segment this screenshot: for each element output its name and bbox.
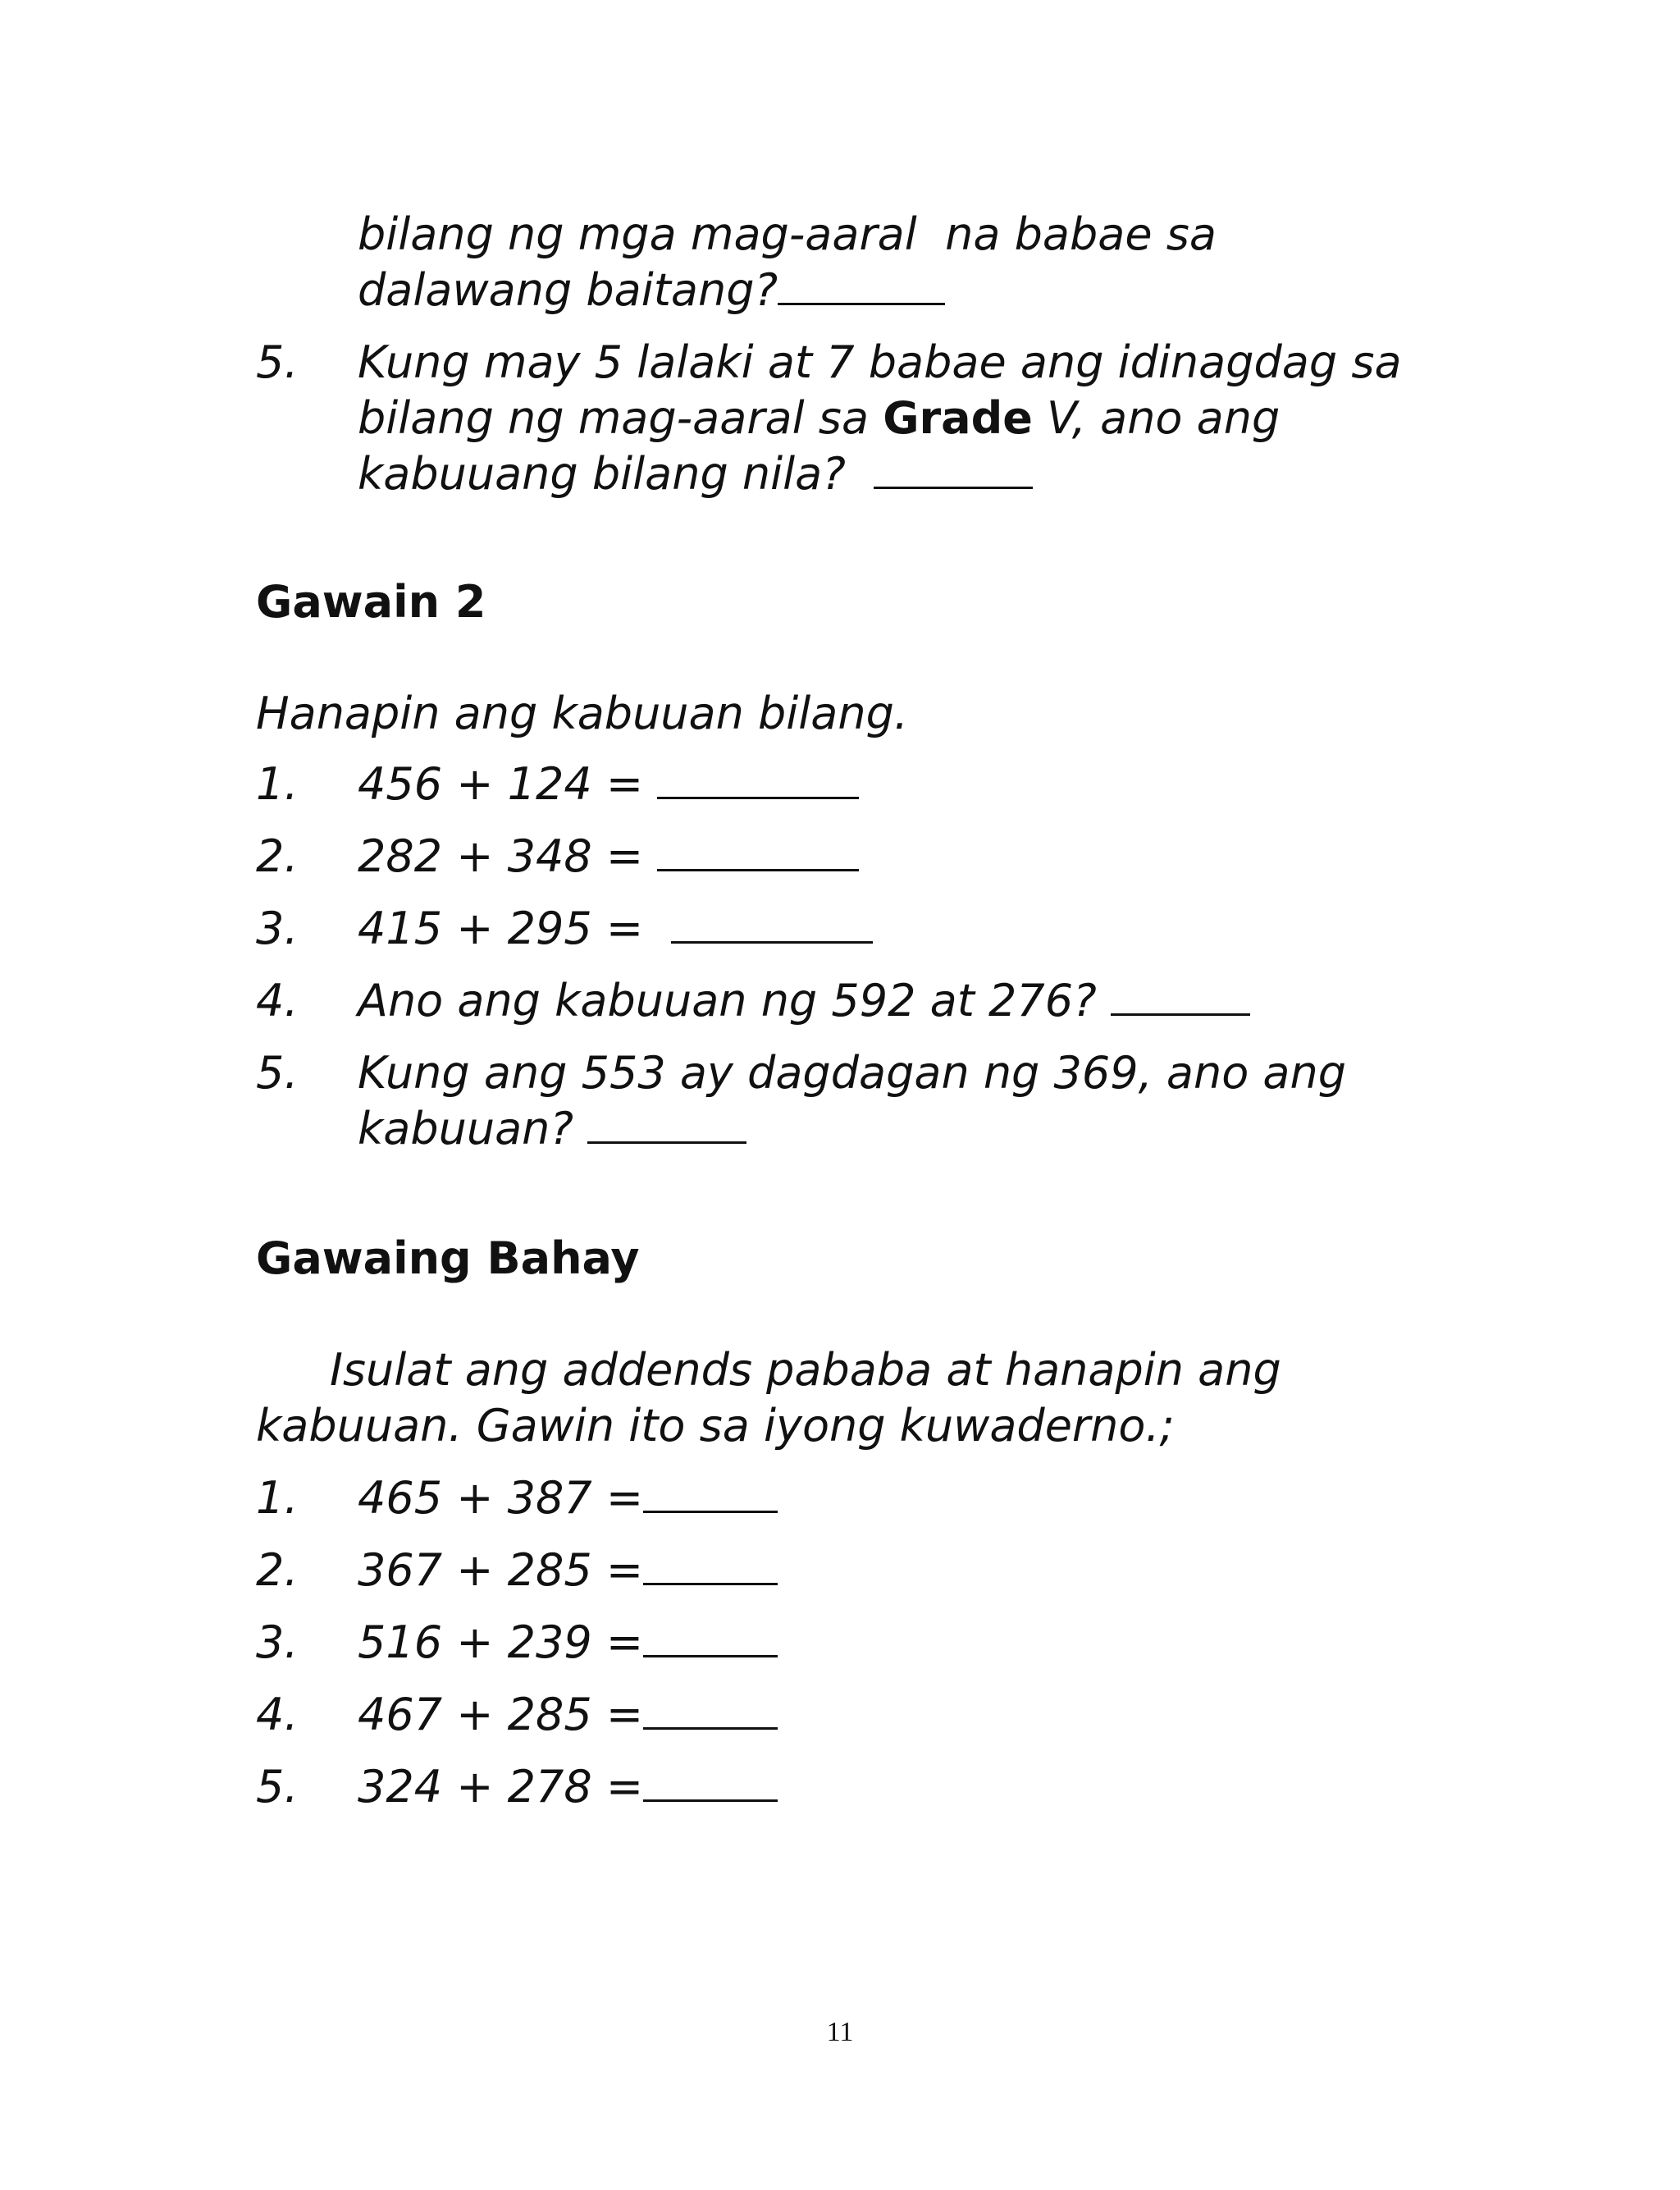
bahay-item5-text: 324 + 278 = <box>358 1761 644 1813</box>
gawain2-item5-number: 5. <box>256 1047 299 1099</box>
item5-line2 <box>358 391 1280 446</box>
item5-line1: Kung may 5 lalaki at 7 babae ang idinagdag sa <box>358 336 1402 388</box>
bahay-item2-text: 367 + 285 = <box>358 1544 644 1596</box>
answer-blank[interactable] <box>657 831 859 871</box>
bahay-item5-number: 5. <box>256 1761 299 1813</box>
gawain2-item4 <box>358 973 1250 1029</box>
bahay-item4-number: 4. <box>256 1689 299 1740</box>
answer-blank[interactable] <box>1111 976 1250 1016</box>
gawain2-item2-number: 2. <box>256 830 299 882</box>
page-number: 11 <box>826 2017 854 2047</box>
bahay-item5 <box>358 1759 778 1815</box>
bahay-item3 <box>358 1615 778 1671</box>
continued-item-line2 <box>358 263 945 318</box>
gawain2-item1-number: 1. <box>256 758 299 810</box>
answer-blank[interactable] <box>643 1473 778 1513</box>
item5-line2-before: bilang ng mag-aaral sa <box>358 392 883 444</box>
gawain2-item4-text: Ano ang kabuuan ng 592 at 276? <box>358 975 1111 1026</box>
continued-item-text: dalawang baitang? <box>358 264 778 316</box>
gawaing-bahay-instruction-line2: kabuuan. Gawin ito sa iyong kuwaderno.; <box>256 1400 1175 1452</box>
answer-blank[interactable] <box>643 1689 778 1730</box>
gawain2-item1 <box>358 757 859 812</box>
bahay-item3-text: 516 + 239 = <box>358 1616 644 1668</box>
gawain2-item2-text: 282 + 348 = <box>358 830 658 882</box>
answer-blank[interactable] <box>643 1617 778 1657</box>
gawain2-instruction: Hanapin ang kabuuan bilang. <box>256 688 909 739</box>
bahay-item1-text: 465 + 387 = <box>358 1472 644 1524</box>
item5-line3-text: kabuuang bilang nila? <box>358 448 874 500</box>
gawain2-item5-text2: kabuuan? <box>358 1103 588 1154</box>
bahay-item2-number: 2. <box>256 1544 299 1596</box>
gawain2-item4-number: 4. <box>256 975 299 1026</box>
gawaing-bahay-instruction-line1: Isulat ang addends pababa at hanapin ang <box>330 1344 1281 1396</box>
bahay-item1 <box>358 1470 778 1526</box>
section-heading-gawain-2: Gawain 2 <box>256 576 486 628</box>
answer-blank[interactable] <box>657 759 859 799</box>
section-heading-gawaing-bahay: Gawaing Bahay <box>256 1232 640 1284</box>
bahay-item1-number: 1. <box>256 1472 299 1524</box>
answer-blank[interactable] <box>643 1762 778 1802</box>
gawain2-item5-line1: Kung ang 553 ay dagdagan ng 369, ano ang <box>358 1047 1347 1099</box>
item5-line3 <box>358 446 1033 502</box>
bahay-item4 <box>358 1687 778 1743</box>
answer-blank[interactable] <box>643 1545 778 1585</box>
item5-number: 5. <box>256 336 299 388</box>
answer-blank[interactable] <box>778 265 945 305</box>
gawain2-item3-number: 3. <box>256 903 299 954</box>
gawain2-item3-text: 415 + 295 = <box>358 903 672 954</box>
answer-blank[interactable] <box>874 449 1033 489</box>
bahay-item4-text: 467 + 285 = <box>358 1689 644 1740</box>
answer-blank[interactable] <box>587 1104 746 1144</box>
item5-line2-after: V, ano ang <box>1032 392 1281 444</box>
answer-blank[interactable] <box>671 903 873 944</box>
continued-item-line1: bilang ng mga mag-aaral na babae sa <box>358 208 1217 260</box>
item5-grade-bold: Grade <box>883 392 1033 444</box>
gawain2-item5-line2 <box>358 1101 746 1157</box>
gawain2-item1-text: 456 + 124 = <box>358 758 658 810</box>
bahay-item3-number: 3. <box>256 1616 299 1668</box>
bahay-item2 <box>358 1543 778 1598</box>
gawain2-item2 <box>358 829 859 885</box>
gawain2-item3 <box>358 901 873 957</box>
